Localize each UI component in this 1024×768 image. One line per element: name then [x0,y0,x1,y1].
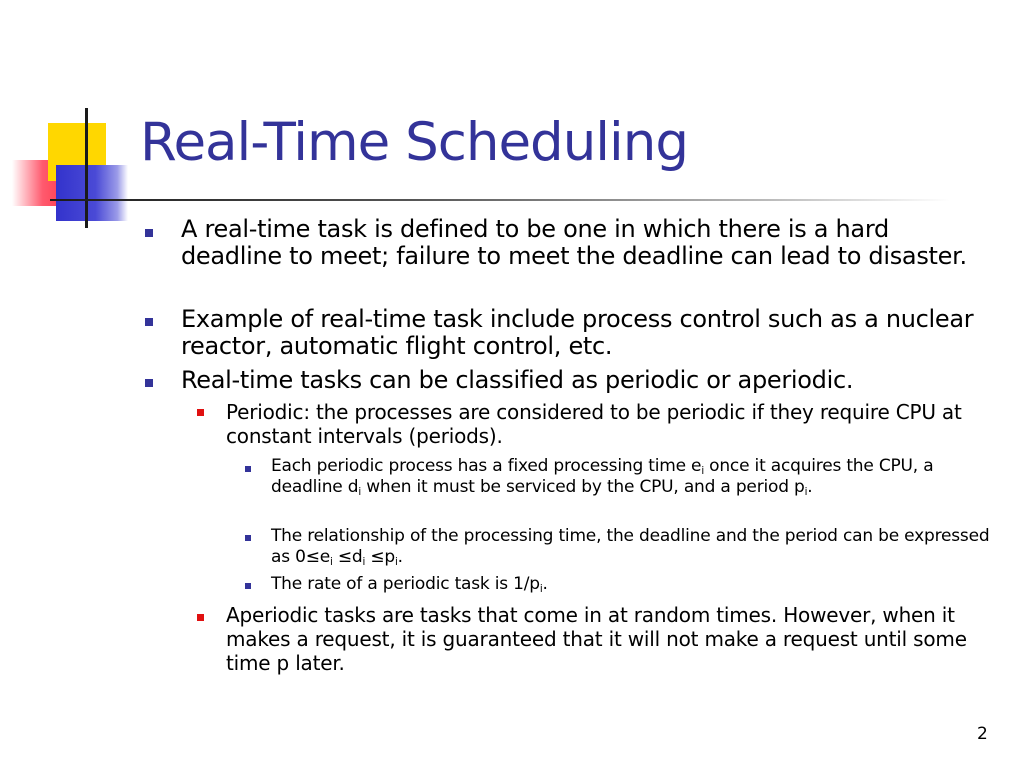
bullet-marker [145,379,153,387]
bullet-marker [197,409,204,416]
bullet-text: Example of real-time task include process control such as a nuclear reactor, automatic flight control, etc. [181,305,974,360]
bullet-marker [197,614,204,621]
bullet-text: Periodic: the processes are considered to be periodic if they require CPU at constant intervals (periods). [226,400,962,448]
decor-blue-square [56,165,128,221]
bullet-text: The relationship of the processing time, the deadline and the period can be expressed as $0\le e_i \le d_i \le p_i$. [271,526,990,568]
slide-title: Real-Time Scheduling [140,112,688,173]
bullet-marker [245,466,251,472]
bullet-marker [145,318,153,326]
bullet-marker [245,583,251,589]
bullet-marker [145,229,153,237]
bullet-text: Aperiodic tasks are tasks that come in at random times. However, when it makes a request, it is guaranteed that it will not make a request until some time p later. [226,603,967,675]
bullet-text: A real-time task is defined to be one in which there is a hard deadline to meet; failure to meet the deadline can lead to disaster. [181,215,967,270]
bullet-text: The rate of a periodic task is $1/p_i$. [271,574,548,595]
decor-vertical-line [85,108,88,228]
page-number: 2 [977,724,988,744]
decor-horizontal-line [50,199,950,201]
bullet-text: Each periodic process has a fixed processing time $e_i$ once it acquires the CPU, a deadline $d_i$ when it must be serviced by the CPU, and a period $p_i$. [271,456,934,498]
bullet-marker [245,535,251,541]
bullet-text: Real-time tasks can be classified as periodic or aperiodic. [181,366,854,394]
